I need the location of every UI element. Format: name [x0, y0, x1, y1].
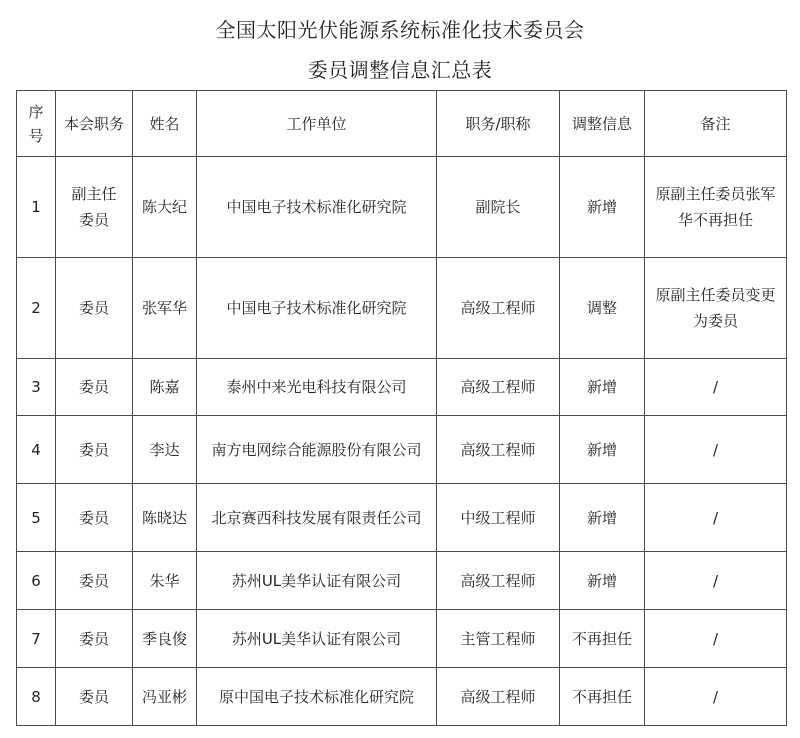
- cell-position: 高级工程师: [437, 668, 560, 726]
- cell-position: 中级工程师: [437, 484, 560, 552]
- header-seq: 序号: [17, 91, 56, 157]
- table-row: [17, 668, 787, 726]
- header-change: 调整信息: [560, 91, 645, 157]
- table-row: [17, 552, 787, 610]
- cell-seq: 5: [17, 484, 56, 552]
- table-row: [17, 258, 787, 359]
- cell-org: 苏州UL美华认证有限公司: [197, 610, 437, 668]
- cell-org: 北京赛西科技发展有限责任公司: [197, 484, 437, 552]
- cell-note: 原副主任委员张军华不再担任: [645, 157, 787, 258]
- cell-org: 中国电子技术标准化研究院: [197, 258, 437, 359]
- table-row: [17, 416, 787, 484]
- cell-role: 委员: [56, 258, 133, 359]
- cell-change: 调整: [560, 258, 645, 359]
- cell-role: 副主任委员: [56, 157, 133, 258]
- header-position: 职务/职称: [437, 91, 560, 157]
- cell-seq: 2: [17, 258, 56, 359]
- cell-change: 新增: [560, 416, 645, 484]
- header-note: 备注: [645, 91, 787, 157]
- table-row: [17, 157, 787, 258]
- cell-change: 新增: [560, 157, 645, 258]
- header-row: [17, 91, 787, 157]
- cell-name: 李达: [133, 416, 197, 484]
- cell-org: 苏州UL美华认证有限公司: [197, 552, 437, 610]
- cell-position: 主管工程师: [437, 610, 560, 668]
- committee-table: [16, 90, 787, 726]
- cell-position: 高级工程师: [437, 258, 560, 359]
- cell-change: 新增: [560, 484, 645, 552]
- table-row: [17, 359, 787, 416]
- table-row: [17, 484, 787, 552]
- cell-seq: 7: [17, 610, 56, 668]
- cell-role: 委员: [56, 484, 133, 552]
- cell-role: 委员: [56, 610, 133, 668]
- cell-position: 高级工程师: [437, 359, 560, 416]
- cell-change: 新增: [560, 552, 645, 610]
- document-title: 全国太阳光伏能源系统标准化技术委员会: [215, 18, 585, 42]
- cell-name: 朱华: [133, 552, 197, 610]
- cell-seq: 4: [17, 416, 56, 484]
- cell-org: 原中国电子技术标准化研究院: [197, 668, 437, 726]
- cell-change: 不再担任: [560, 668, 645, 726]
- cell-org: 泰州中来光电科技有限公司: [197, 359, 437, 416]
- cell-seq: 6: [17, 552, 56, 610]
- header-name: 姓名: [133, 91, 197, 157]
- cell-role: 委员: [56, 359, 133, 416]
- cell-note: /: [645, 668, 787, 726]
- cell-org: 南方电网综合能源股份有限公司: [197, 416, 437, 484]
- document-subtitle: 委员调整信息汇总表: [307, 58, 493, 82]
- table-row: [17, 610, 787, 668]
- header-org: 工作单位: [197, 91, 437, 157]
- cell-note: /: [645, 552, 787, 610]
- cell-position: 高级工程师: [437, 552, 560, 610]
- cell-name: 冯亚彬: [133, 668, 197, 726]
- cell-name: 陈嘉: [133, 359, 197, 416]
- cell-change: 不再担任: [560, 610, 645, 668]
- cell-change: 新增: [560, 359, 645, 416]
- cell-note: /: [645, 359, 787, 416]
- cell-name: 陈晓达: [133, 484, 197, 552]
- header-role: 本会职务: [56, 91, 133, 157]
- cell-position: 高级工程师: [437, 416, 560, 484]
- cell-role: 委员: [56, 416, 133, 484]
- cell-name: 季良俊: [133, 610, 197, 668]
- cell-note: /: [645, 484, 787, 552]
- cell-seq: 8: [17, 668, 56, 726]
- cell-role: 委员: [56, 668, 133, 726]
- cell-note: /: [645, 416, 787, 484]
- cell-role: 委员: [56, 552, 133, 610]
- cell-name: 张军华: [133, 258, 197, 359]
- cell-org: 中国电子技术标准化研究院: [197, 157, 437, 258]
- cell-seq: 3: [17, 359, 56, 416]
- cell-name: 陈大纪: [133, 157, 197, 258]
- cell-seq: 1: [17, 157, 56, 258]
- cell-position: 副院长: [437, 157, 560, 258]
- cell-note: /: [645, 610, 787, 668]
- cell-note: 原副主任委员变更为委员: [645, 258, 787, 359]
